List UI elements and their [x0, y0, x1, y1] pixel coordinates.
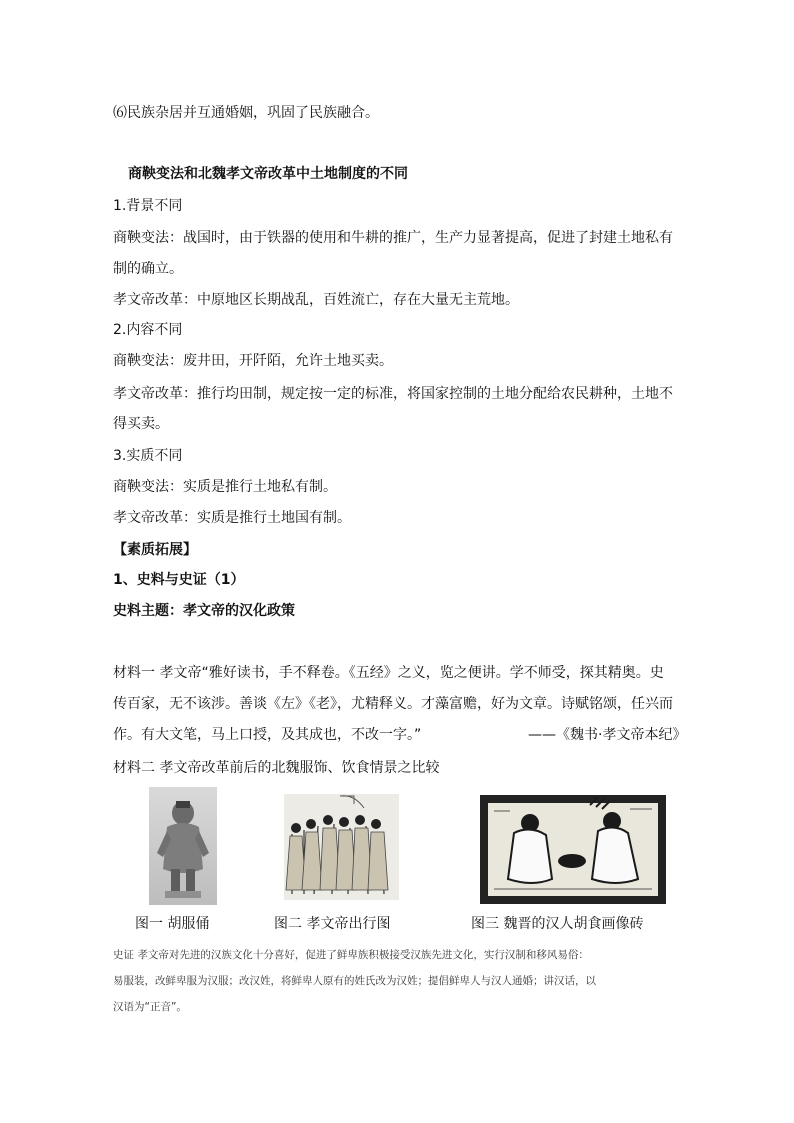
background-xiaowen: 孝文帝改革：中原地区长期战乱，百姓流亡，存在大量无主荒地。	[113, 292, 519, 308]
material1-line1: 材料一 孝文帝“雅好读书，手不释卷。《五经》之义，览之便讲。学不师受，探其精奥。史	[113, 665, 664, 681]
content-heading: 2.内容不同	[113, 322, 183, 338]
background-shangyang-2: 制的确立。	[113, 261, 183, 277]
background-shangyang-1: 商鞅变法：战国时，由于铁器的使用和牛耕的推广，生产力显著提高，促进了封建土地私有	[113, 230, 673, 246]
figure-2-caption: 图二 孝文帝出行图	[274, 916, 391, 932]
evidence-line1: 史证 孝文帝对先进的汉族文化十分喜好，促进了鲜卑族积极接受汉族先进文化，实行汉制和移风易俗：	[113, 949, 589, 961]
section-title: 商鞅变法和北魏孝文帝改革中土地制度的不同	[128, 166, 408, 182]
hu-figurine-photo	[149, 787, 217, 905]
material1-line3: 作。有大文笔，马上口授，及其成也，不改一字。”	[113, 727, 422, 743]
sub-heading: 1、史料与史证（1）	[113, 572, 245, 588]
intro-line: ⑹民族杂居并互通婚姻，巩固了民族融合。	[113, 105, 379, 121]
evidence-line3: 汉语为“正音”。	[113, 1001, 187, 1013]
essence-shangyang: 商鞅变法：实质是推行土地私有制。	[113, 479, 337, 495]
material1-source: ——《魏书·孝文帝本纪》	[528, 727, 687, 743]
expansion-heading: 【素质拓展】	[113, 542, 197, 558]
background-heading: 1.背景不同	[113, 198, 183, 214]
figure-1-caption: 图一 胡服俑	[135, 916, 210, 932]
topic: 史料主题：孝文帝的汉化政策	[113, 603, 295, 619]
content-shangyang: 商鞅变法：废井田，开阡陌，允许土地买卖。	[113, 353, 393, 369]
procession-painting	[284, 794, 399, 900]
evidence-line2: 易服装，改鲜卑服为汉服；改汉姓，将鲜卑人原有的姓氏改为汉姓；提倡鲜卑人与汉人通婚；讲汉话，以	[113, 975, 596, 987]
material2: 材料二 孝文帝改革前后的北魏服饰、饮食情景之比较	[113, 760, 440, 776]
essence-xiaowen: 孝文帝改革：实质是推行土地国有制。	[113, 510, 351, 526]
content-xiaowen-2: 得买卖。	[113, 416, 169, 432]
material1-line2: 传百家，无不该涉。善谈《左》《老》，尤精释义。才藻富赡，好为文章。诗赋铭颂，任兴而	[113, 696, 673, 712]
brick-relief	[480, 795, 666, 904]
essence-heading: 3.实质不同	[113, 448, 183, 464]
content-xiaowen-1: 孝文帝改革：推行均田制，规定按一定的标准，将国家控制的土地分配给农民耕种，土地不	[113, 386, 673, 402]
figure-3-caption: 图三 魏晋的汉人胡食画像砖	[471, 916, 644, 932]
